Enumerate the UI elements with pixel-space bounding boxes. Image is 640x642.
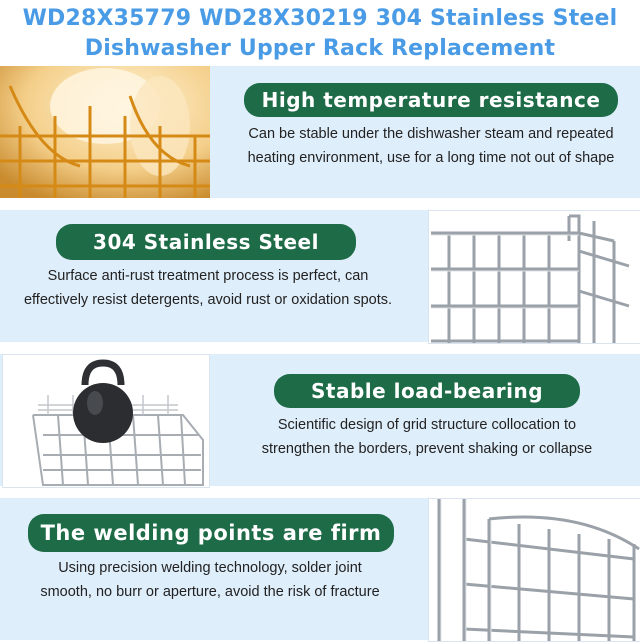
desc-heat-line-2: heating environment, use for a long time not out of shape [247, 150, 615, 166]
heading-pill-weld [28, 514, 394, 552]
heading-heat: High temperature resistance [261, 88, 601, 112]
rack-with-kettlebell-photo [2, 354, 210, 488]
heading-steel: 304 Stainless Steel [93, 230, 319, 254]
desc-heat-line-1: Can be stable under the dishwasher steam and repeated [248, 126, 614, 142]
desc-load-line-1: Scientific design of grid structure collocation to [277, 417, 577, 433]
heading-pill-load [274, 374, 580, 408]
heading-pill-steel [56, 224, 356, 260]
desc-load [222, 413, 632, 461]
page-title [0, 4, 640, 64]
heading-weld: The welding points are firm [40, 521, 382, 545]
desc-steel-line-1: Surface anti-rust treatment process is perfect, can [47, 268, 369, 284]
rack-with-dishes-heat-photo [0, 66, 210, 198]
welded-wire-closeup-photo [428, 498, 640, 642]
heading-load: Stable load-bearing [310, 379, 544, 403]
desc-heat [230, 122, 632, 170]
rack-corner-wire-photo [428, 210, 640, 344]
heading-pill-heat [244, 83, 618, 117]
title-line-2: Dishwasher Upper Rack Replacement [84, 36, 556, 61]
desc-steel-line-2: effectively resist detergents, avoid rust or oxidation spots. [23, 292, 393, 308]
desc-weld [10, 556, 410, 604]
title-line-1: WD28X35779 WD28X30219 304 Stainless Steel [22, 6, 618, 31]
desc-weld-line-1: Using precision welding technology, solder joint [58, 560, 362, 576]
desc-steel [8, 264, 408, 312]
desc-load-line-2: strengthen the borders, prevent shaking or collapse [261, 441, 593, 457]
desc-weld-line-2: smooth, no burr or aperture, avoid the risk of fracture [40, 584, 380, 600]
